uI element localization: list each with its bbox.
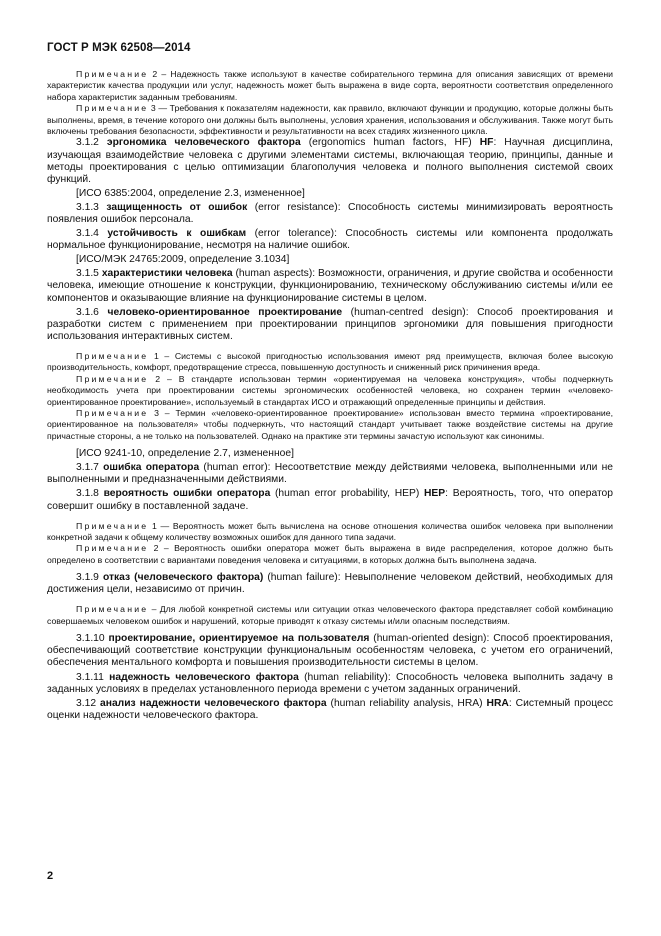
term-definition bbox=[47, 268, 613, 304]
term-name: проектирование, ориентируемое на пользователя bbox=[108, 633, 370, 645]
term-abbreviation: HRA bbox=[486, 697, 509, 709]
term-number: 3.1.11 bbox=[76, 671, 110, 683]
term-number: 3.12 bbox=[76, 697, 100, 709]
term-english: (human error) bbox=[199, 462, 268, 474]
note-text: 2 – В стандарте использован термин «ориентируемая на человека конструкция», чтобы подчеркнуть необходимость учета при проектировании системы эргономических особенностей человека, но сохранен термин «человеко-ориентированное проектирование», используемый в стандартах ИСО и отражающий определенные принципы и действия. bbox=[47, 373, 613, 407]
note-paragraph bbox=[47, 351, 613, 374]
note-label: Примечание bbox=[76, 520, 149, 531]
term-name: характеристики человека bbox=[101, 268, 233, 280]
note-text: 1 — Вероятность может быть вычислена на основе отношения количества ошибок человека при выполнении конкретной задачи к общему количеству возможных ошибок для данного типа задачи. bbox=[47, 520, 613, 543]
term-name: защищенность от ошибок bbox=[106, 201, 248, 213]
term-definition-text: : Научная дисциплина, изучающая взаимодействие человека с другими элементами системы, включающая теорию, принципы, данные и методы проектирования с целью оптимизации благополучия человека и полного выполнения системой своих функций. bbox=[47, 137, 613, 185]
term-definition bbox=[47, 307, 613, 343]
term-definition bbox=[47, 698, 613, 722]
term-definition bbox=[47, 633, 613, 669]
term-name: человеко-ориентированное проектирование bbox=[107, 306, 343, 318]
page-number: 2 bbox=[47, 870, 54, 882]
term-definition bbox=[47, 672, 613, 696]
document-header: ГОСТ Р МЭК 62508—2014 bbox=[47, 42, 191, 54]
term-english: (human-oriented design) bbox=[369, 633, 487, 645]
note-label: Примечание bbox=[76, 69, 149, 79]
term-definition-text: : Несоответствие между действиями человека, выполненными или не выполненными и предназначенными действиями. bbox=[47, 462, 613, 486]
term-number: 3.1.3 bbox=[76, 201, 107, 213]
term-english: (human failure) bbox=[263, 572, 338, 584]
term-english: (human aspects) bbox=[232, 268, 313, 280]
term-definition bbox=[47, 488, 613, 512]
note-text: 3 – Термин «человеко-ориентированное проектирование» использован вместо термина «проектирование, ориентированное на пользователя» чтобы подчеркнуть, что настоящий стандарт учитывает также воздействие системы на другие причастные стороны, а не только на пользователей. Однако на практике эти термины зачастую используют как синонимы. bbox=[47, 407, 613, 441]
term-english: (error tolerance) bbox=[246, 228, 335, 240]
note-label: Примечание bbox=[76, 407, 149, 418]
term-definition bbox=[47, 202, 613, 226]
term-english: (ergonomics human factors, HF) bbox=[300, 137, 480, 149]
term-number: 3.1.2 bbox=[76, 137, 107, 149]
source-reference: [ИСО/МЭК 24765:2009, определение 3.1034] bbox=[76, 254, 290, 266]
note-paragraph bbox=[47, 374, 613, 408]
term-name: ошибка оператора bbox=[103, 462, 200, 474]
note-paragraph bbox=[47, 69, 613, 103]
note-paragraph bbox=[47, 543, 613, 566]
term-definition bbox=[47, 137, 613, 185]
term-number: 3.1.6 bbox=[76, 306, 108, 318]
term-english: (human reliability) bbox=[298, 671, 388, 683]
document-body bbox=[47, 69, 613, 724]
term-number: 3.1.9 bbox=[76, 572, 103, 584]
term-definition-text: : Способность человека выполнить задачу в заданных условиях в пределах установленного периода времени с учетом заданных ограничений. bbox=[47, 671, 613, 695]
term-name: отказ (человеческого фактора) bbox=[102, 572, 264, 584]
note-paragraph bbox=[47, 521, 613, 544]
term-name: эргономика человеческого фактора bbox=[106, 137, 301, 149]
term-abbreviation: HF bbox=[479, 137, 494, 149]
term-definition-text: : Вероятность, того, что оператор совершит ошибку в поставленной задаче. bbox=[47, 488, 614, 512]
note-text: 3 — Требования к показателям надежности, как правило, включают функции и продукцию, которые должны быть выполнены, время, в течение которого они должны быть выполнены, условия хранения, использования и обслуживания. Также могут быть включены требования безопасности, эффективности и результативности на всех стадиях жизненного цикла. bbox=[47, 103, 613, 137]
term-definition-text: : Способность системы минимизировать вероятность появления ошибок персонала. bbox=[47, 201, 613, 225]
term-name: вероятность ошибки оператора bbox=[103, 488, 271, 500]
term-abbreviation: HEP bbox=[423, 488, 446, 500]
term-english: (human-centred design) bbox=[342, 306, 466, 318]
term-number: 3.1.7 bbox=[76, 462, 104, 474]
note-text: – Для любой конкретной системы или ситуации отказ человеческого фактора представляет собой комбинацию совершаемых человеком ошибок и нарушений, которые приводят к отказу системы и/или опасным последствиям. bbox=[47, 604, 613, 626]
note-text: 2 – Надежность также используют в качестве собирательного термина для описания зависящих от времени характеристик качества продукции или услуг, надежность может быть выражена в виде сорта, вероятности соответствия определенного набора характеристик заданным требованиям. bbox=[47, 69, 613, 102]
note-text: 1 – Системы с высокой пригодностью использования имеют ряд преимуществ, включая более высокую производительность, комфорт, предотвращение стресса, повышенную доступность и сниженный риск причинения вреда. bbox=[47, 350, 613, 373]
note-text: 2 – Вероятность ошибки оператора может быть выражена в виде распределения, которое должно быть определено в соответствии с вариантами поведения человека и ситуациями, в которых должна быть выполнена задача. bbox=[47, 543, 613, 565]
term-number: 3.1.5 bbox=[76, 268, 102, 280]
term-english: (error resistance) bbox=[247, 201, 338, 213]
term-definition-text: : Способность системы или компонента продолжать нормальное функционирование, несмотря на наличие ошибок. bbox=[47, 228, 614, 252]
term-number: 3.1.10 bbox=[76, 633, 109, 645]
note-label: Примечание bbox=[76, 604, 149, 615]
note-paragraph bbox=[47, 604, 613, 627]
term-name: анализ надежности человеческого фактора bbox=[100, 697, 327, 709]
term-english: (human error probability, HEP) bbox=[270, 488, 424, 500]
term-definition-text: : Невыполнение человеком действий, необходимых для достижения цели, независимо от причин. bbox=[47, 572, 613, 596]
note-label: Примечание bbox=[76, 373, 149, 384]
term-definition bbox=[47, 228, 613, 252]
term-definition bbox=[47, 462, 613, 486]
note-label: Примечание bbox=[76, 103, 149, 114]
term-number: 3.1.8 bbox=[76, 488, 104, 500]
note-label: Примечание bbox=[76, 350, 149, 361]
term-name: надежность человеческого фактора bbox=[109, 671, 299, 683]
note-paragraph bbox=[47, 408, 613, 442]
source-reference: [ИСО 6385:2004, определение 2.3, измененное] bbox=[76, 187, 305, 199]
term-definition bbox=[47, 572, 613, 596]
term-definition-text: : Возможности, ограничения, и другие свойства и особенности человека, имеющие отношение к конструкции, функционированию, техническому обслуживанию системы и/или ее компонентов и оказывающие влияние на функционирование системы в целом. bbox=[47, 268, 613, 304]
term-number: 3.1.4 bbox=[76, 228, 108, 240]
term-definition-text: : Способ проектирования, обеспечивающий соответствие конструкции функциональным особенностям человека, с учетом его ограничений, обеспечения ментального комфорта и повышения производительности системы в целом. bbox=[47, 633, 613, 669]
term-name: устойчивость к ошибкам bbox=[107, 228, 247, 240]
term-definition-text: : Системный процесс оценки надежности человеческого фактора. bbox=[47, 697, 613, 721]
note-paragraph bbox=[47, 103, 613, 137]
note-label: Примечание bbox=[76, 543, 149, 554]
term-definition-text: : Способ проектирования и разработки систем с применением при проектировании принципов эргономики для повышения пригодности использования интерактивных систем. bbox=[47, 306, 613, 342]
source-reference: [ИСО 9241-10, определение 2.7, измененное] bbox=[76, 448, 294, 460]
term-english: (human reliability analysis, HRA) bbox=[326, 697, 487, 709]
